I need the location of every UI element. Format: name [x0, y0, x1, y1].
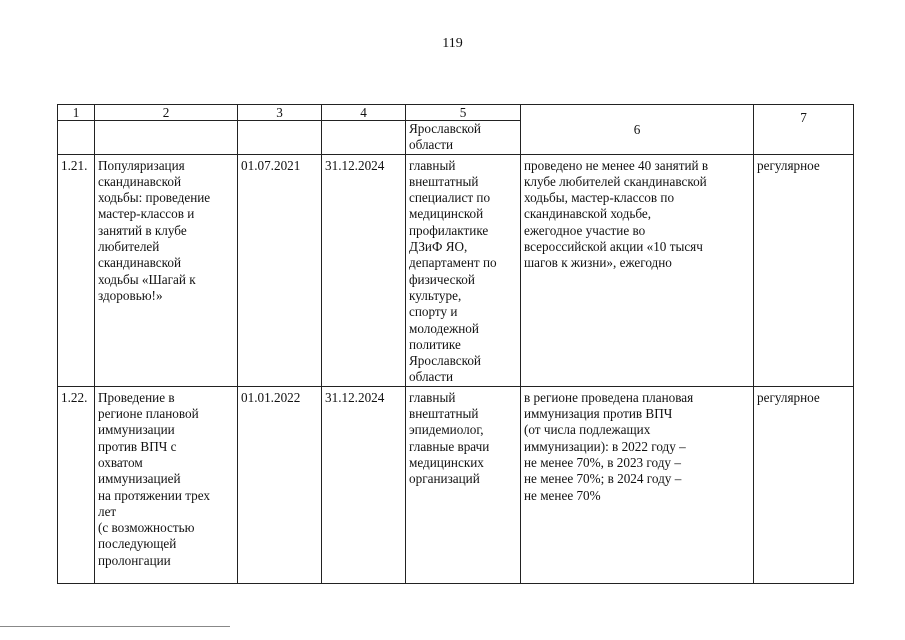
row-end-date: 31.12.2024 [322, 386, 406, 583]
header-row [58, 105, 854, 121]
row-number: 1.21. [58, 154, 95, 386]
plan-table [57, 104, 854, 584]
cont-cell-1 [58, 121, 95, 155]
row-number: 1.22. [58, 386, 95, 583]
row-end-date: 31.12.2024 [322, 154, 406, 386]
row-name: Популяризация скандинавской ходьбы: проведение мастер-классов и занятий в клубе любителей скандинавской ходьбы «Шагай к здоровью!» [95, 154, 238, 386]
header-cell-5: 5 [406, 105, 521, 121]
cont-cell-2 [95, 121, 238, 155]
bottom-rule [0, 626, 230, 627]
row-periodicity: регулярное [754, 154, 854, 386]
header-cell-2: 2 [95, 105, 238, 121]
header-cell-3: 3 [238, 105, 322, 121]
cont-cell-4 [322, 121, 406, 155]
cont-cell-5: Ярославской области [406, 121, 521, 155]
row-result: в регионе проведена плановая иммунизация против ВПЧ (от числа подлежащих иммунизации): в 2022 году – не менее 70%, в 2023 году – не менее 70%; в 2024 году – не менее 70% [521, 386, 754, 583]
page-number: 119 [442, 36, 463, 51]
cont-cell-3 [238, 121, 322, 155]
row-name: Проведение в регионе плановой иммунизации против ВПЧ с охватом иммунизацией на протяжении трех лет (с возможностью последующей пролонгации [95, 386, 238, 583]
row-start-date: 01.01.2022 [238, 386, 322, 583]
row-periodicity: регулярное [754, 386, 854, 583]
header-cell-1: 1 [58, 105, 95, 121]
row-responsible: главный внештатный специалист по медицинской профилактике ДЗиФ ЯО, департамент по физической культуре, спорту и молодежной политике Ярославской области [406, 154, 521, 386]
header-cell-4: 4 [322, 105, 406, 121]
row-responsible: главный внештатный эпидемиолог, главные врачи медицинских организаций [406, 386, 521, 583]
header-cell-7: 7 [754, 105, 854, 155]
table-row [58, 386, 854, 583]
table-row [58, 154, 854, 386]
header-cell-6: 6 [521, 105, 754, 155]
row-result: проведено не менее 40 занятий в клубе любителей скандинавской ходьбы, мастер-классов по скандинавской ходьбе, ежегодное участие во всероссийской акции «10 тысяч шагов к жизни», ежегодно [521, 154, 754, 386]
row-start-date: 01.07.2021 [238, 154, 322, 386]
